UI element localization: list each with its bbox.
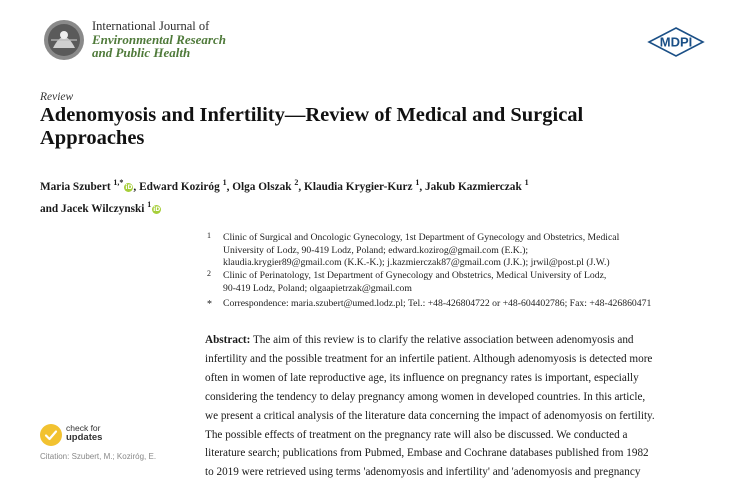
affiliation	[223, 270, 606, 295]
affiliation-marker: 2	[207, 269, 211, 278]
journal-name	[92, 20, 226, 59]
author[interactable]: Jakub Kazmierczak	[424, 180, 522, 193]
affiliation-line: Clinic of Surgical and Oncologic Gynecology, 1st Department of Gynecology and Obstetrics, Medical	[223, 232, 620, 243]
author-sup: 1	[524, 178, 529, 187]
abstract-line: we present a critical analysis of the literature data concerning the impact of adenomyosis on fertility.	[205, 409, 655, 422]
author-list: Maria Szubert $^{1,*}$iD, Edward Koziróg $^1$, Olga Olszak $^2$, Klaudia Krygier-Kurz $^1$, Jakub Kazmierczak $^1$ and Jacek Wilczynski $^1$iD	[40, 178, 529, 215]
journal-logo	[41, 18, 87, 62]
check-for-updates-label	[66, 424, 102, 442]
correspondence	[223, 298, 651, 311]
journal-line-1: International Journal of	[92, 19, 210, 33]
abstract-line: to 2019 were retrieved using terms 'adenomyosis and infertility' and 'adenomyosis and pregnancy	[205, 466, 641, 479]
check-for-updates-button[interactable]	[40, 423, 115, 449]
abstract	[205, 331, 705, 482]
author-sup: 1	[147, 199, 152, 209]
check-badge-icon	[40, 424, 62, 446]
orcid-icon[interactable]: iD	[153, 205, 161, 213]
author-sup: 2	[294, 178, 299, 187]
affiliation-line: 90-419 Lodz, Poland; olgaapietrzak@gmail.com	[223, 282, 412, 294]
abstract-line: often in women of late reproductive age, its influence on pregnancy rates is important, especially	[205, 371, 639, 384]
title-line-1: Adenomyosis and Infertility—Review of Medical and Surgical	[40, 104, 584, 126]
journal-line-2: Environmental Research	[92, 32, 226, 47]
title-line-2: Approaches	[40, 127, 145, 149]
orcid-icon[interactable]: iD	[125, 183, 133, 191]
mdpi-logo	[647, 27, 705, 57]
abstract-line: The aim of this review is to clarify the relative association between adenomyosis and	[250, 334, 634, 346]
journal-line-3: and Public Health	[92, 45, 191, 60]
abstract-line: infertility and the possible treatment for an infertile patient. Although adenomyosis is detected more	[205, 352, 653, 365]
affiliation-line: klaudia.krygier89@gmail.com (K.K.-K.); j.kazmierczak87@gmail.com (J.K.); jrwil@post.pl (J.W.)	[223, 257, 610, 269]
affiliation	[223, 232, 619, 270]
author-sup: 1	[222, 178, 227, 187]
correspondence-line: Correspondence: maria.szubert@umed.lodz.pl; Tel.: +48-426804722 or +48-604402786; Fax: +48-426860471	[223, 298, 652, 309]
article-type: Review	[40, 91, 74, 103]
author-sup: 1,*	[113, 178, 124, 187]
correspondence-marker: *	[207, 299, 212, 310]
author[interactable]: Maria Szubert	[40, 180, 111, 193]
publisher-name: MDPI	[659, 34, 693, 50]
check-line-1: check for	[66, 423, 101, 433]
abstract-line: considering the tendency to delay pregnancy among women in developed countries. In this article,	[205, 390, 646, 403]
affiliation-line: Clinic of Perinatology, 1st Department of Gynecology and Obstetrics, Medical University of Lodz,	[223, 270, 607, 281]
abstract-line: The possible effects of treatment on the pregnancy rate will also be discussed. We conducted a	[205, 428, 628, 441]
author[interactable]: Jacek Wilczynski	[61, 202, 145, 215]
author[interactable]: Klaudia Krygier-Kurz	[304, 180, 413, 193]
page-title	[40, 104, 720, 150]
author[interactable]: Olga Olszak	[232, 180, 292, 193]
author[interactable]: Edward Koziróg	[139, 180, 220, 193]
citation-fragment: Citation: Szubert, M.; Koziróg, E.	[40, 452, 157, 461]
affiliation-line: University of Lodz, 90-419 Lodz, Poland; edward.kozirog@gmail.com (E.K.);	[223, 244, 529, 256]
check-line-2: updates	[66, 432, 103, 443]
abstract-line: literature search; publications from Pubmed, Embase and Cochrane databases published from 1982	[205, 447, 649, 460]
abstract-label: Abstract:	[205, 334, 251, 346]
affiliation-marker: 1	[207, 231, 211, 240]
author-sup: 1	[415, 178, 420, 187]
